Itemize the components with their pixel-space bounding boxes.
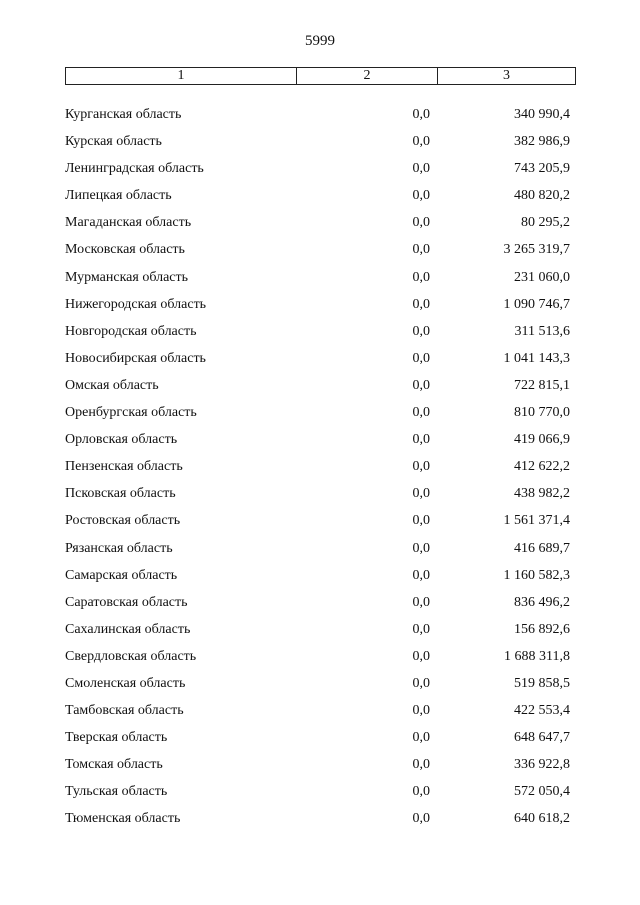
region-name: Новосибирская область <box>65 350 206 366</box>
column-2-value: 0,0 <box>412 513 430 529</box>
column-3-value: 336 922,8 <box>514 757 570 773</box>
region-name: Сахалинская область <box>65 621 191 637</box>
column-2-value: 0,0 <box>412 594 430 610</box>
table-row <box>0 213 640 240</box>
table-row <box>0 539 640 566</box>
table-row <box>0 701 640 728</box>
table-row <box>0 755 640 782</box>
column-2-value: 0,0 <box>412 377 430 393</box>
region-name: Новгородская область <box>65 323 197 339</box>
table-row <box>0 593 640 620</box>
column-3-value: 1 090 746,7 <box>503 296 570 312</box>
column-3-value: 3 265 319,7 <box>503 242 570 258</box>
column-2-value: 0,0 <box>412 405 430 421</box>
column-3-value: 1 041 143,3 <box>503 350 570 366</box>
column-2-value: 0,0 <box>412 161 430 177</box>
region-name: Курганская область <box>65 107 182 122</box>
table-row <box>0 782 640 809</box>
region-name: Смоленская область <box>65 675 186 691</box>
column-2-value: 0,0 <box>412 757 430 773</box>
table-row <box>0 295 640 322</box>
column-3-value: 340 990,4 <box>514 107 570 122</box>
region-name: Ленинградская область <box>65 161 204 177</box>
column-3-value: 231 060,0 <box>514 269 570 285</box>
column-2-value: 0,0 <box>412 459 430 475</box>
column-header-1: 1 <box>66 68 297 84</box>
column-2-value: 0,0 <box>412 323 430 339</box>
table-row <box>0 132 640 159</box>
region-name: Свердловская область <box>65 648 197 664</box>
column-3-value: 1 160 582,3 <box>503 567 570 583</box>
table-body <box>0 105 640 837</box>
column-header-2: 2 <box>297 68 438 84</box>
table-row <box>0 159 640 186</box>
column-3-value: 810 770,0 <box>514 405 570 421</box>
region-name: Самарская область <box>65 567 178 583</box>
column-2-value: 0,0 <box>412 567 430 583</box>
column-2-value: 0,0 <box>412 296 430 312</box>
column-3-value: 419 066,9 <box>514 432 570 448</box>
column-3-value: 640 618,2 <box>514 811 570 827</box>
column-3-value: 416 689,7 <box>514 540 570 556</box>
table-row <box>0 484 640 511</box>
column-3-value: 382 986,9 <box>514 134 570 150</box>
column-2-value: 0,0 <box>412 675 430 691</box>
region-name: Ростовская область <box>65 513 181 529</box>
table-row <box>0 457 640 484</box>
column-2-value: 0,0 <box>412 188 430 204</box>
region-name: Омская область <box>65 377 159 393</box>
column-3-value: 1 561 371,4 <box>503 513 570 529</box>
column-2-value: 0,0 <box>412 784 430 800</box>
column-2-value: 0,0 <box>412 703 430 719</box>
table-row <box>0 240 640 267</box>
table-row <box>0 322 640 349</box>
column-2-value: 0,0 <box>412 730 430 746</box>
region-name: Рязанская область <box>65 540 173 556</box>
region-name: Тульская область <box>65 784 168 800</box>
table-row <box>0 268 640 295</box>
table-header <box>65 67 576 85</box>
column-2-value: 0,0 <box>412 648 430 664</box>
table-row <box>0 566 640 593</box>
region-name: Оренбургская область <box>65 405 197 421</box>
page-number: 5999 <box>305 33 335 49</box>
region-name: Псковская область <box>65 486 176 502</box>
table-row <box>0 809 640 836</box>
table-row <box>0 349 640 376</box>
column-3-value: 572 050,4 <box>514 784 570 800</box>
table-row <box>0 430 640 457</box>
column-2-value: 0,0 <box>412 540 430 556</box>
region-name: Тюменская область <box>65 811 181 827</box>
column-3-value: 80 295,2 <box>521 215 570 231</box>
column-3-value: 480 820,2 <box>514 188 570 204</box>
column-2-value: 0,0 <box>412 215 430 231</box>
column-2-value: 0,0 <box>412 432 430 448</box>
table-row <box>0 674 640 701</box>
column-2-value: 0,0 <box>412 811 430 827</box>
table-row <box>0 186 640 213</box>
column-3-value: 422 553,4 <box>514 703 570 719</box>
region-name: Мурманская область <box>65 269 189 285</box>
region-name: Пензенская область <box>65 459 183 475</box>
table-row <box>0 376 640 403</box>
region-name: Тамбовская область <box>65 703 184 719</box>
column-2-value: 0,0 <box>412 242 430 258</box>
region-name: Курская область <box>65 134 162 150</box>
column-3-value: 412 622,2 <box>514 459 570 475</box>
column-3-value: 311 513,6 <box>514 323 570 339</box>
column-2-value: 0,0 <box>412 269 430 285</box>
column-3-value: 722 815,1 <box>514 377 570 393</box>
column-3-value: 743 205,9 <box>514 161 570 177</box>
region-name: Тверская область <box>65 730 168 746</box>
table-row <box>0 403 640 430</box>
column-2-value: 0,0 <box>412 134 430 150</box>
table-row <box>0 728 640 755</box>
region-name: Московская область <box>65 242 185 258</box>
column-3-value: 648 647,7 <box>514 730 570 746</box>
column-2-value: 0,0 <box>412 486 430 502</box>
column-header-3: 3 <box>503 68 510 83</box>
table-row <box>0 511 640 538</box>
column-2-value: 0,0 <box>412 107 430 122</box>
region-name: Липецкая область <box>65 188 172 204</box>
column-3-value: 156 892,6 <box>514 621 570 637</box>
region-name: Томская область <box>65 757 163 773</box>
table-row <box>0 620 640 647</box>
table-row <box>0 647 640 674</box>
column-3-value: 836 496,2 <box>514 594 570 610</box>
region-name: Саратовская область <box>65 594 188 610</box>
column-2-value: 0,0 <box>412 621 430 637</box>
region-name: Орловская область <box>65 432 178 448</box>
column-3-value: 1 688 311,8 <box>504 648 570 664</box>
column-2-value: 0,0 <box>412 350 430 366</box>
column-3-value: 519 858,5 <box>514 675 570 691</box>
column-3-value: 438 982,2 <box>514 486 570 502</box>
region-name: Нижегородская область <box>65 296 207 312</box>
table-row <box>0 105 640 132</box>
region-name: Магаданская область <box>65 215 192 231</box>
